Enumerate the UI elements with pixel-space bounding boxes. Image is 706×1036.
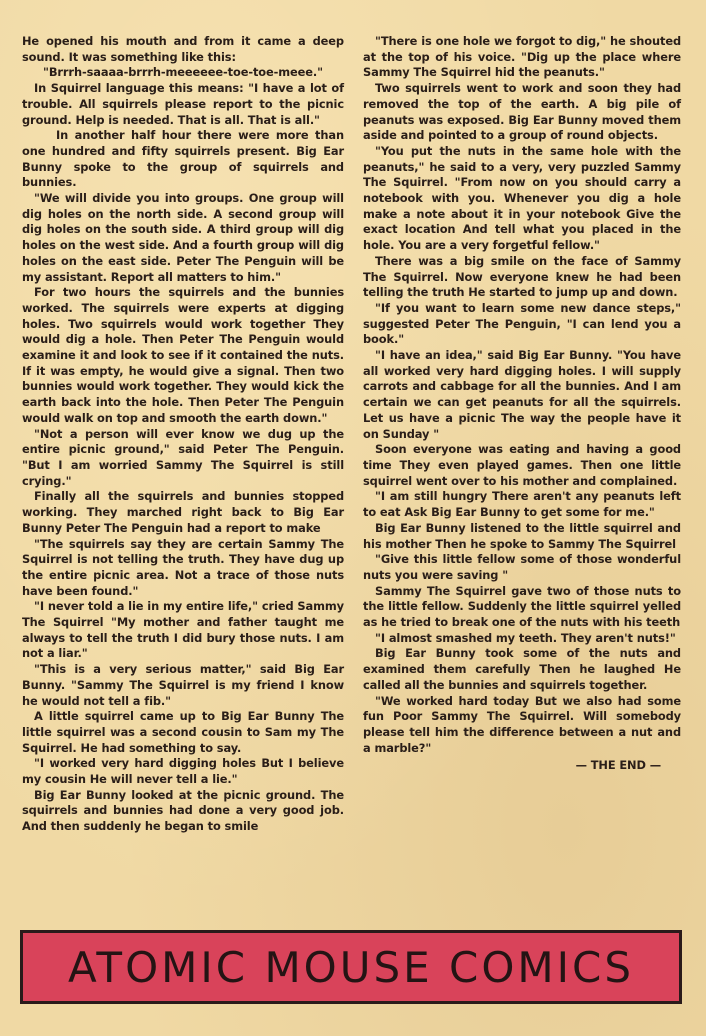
story-paragraph: "I almost smashed my teeth. They aren't nuts!" [375,630,676,645]
banner-title: ATOMIC MOUSE COMICS [67,942,635,992]
story-paragraph: "I worked very hard digging holes But I believe my cousin He will never tell a lie." [22,756,344,787]
story-paragraph: Two squirrels went to work and soon they had removed the top of the earth. A big pile of peanuts was exposed. Big Ear Bunny moved them aside and pointed to a group of round objects. [363,81,681,143]
story-column-right [363,34,681,774]
story-paragraph: "Brrrh-saaaa-brrrh-meeeeee-toe-toe-meee." [42,65,323,80]
story-paragraph: "We worked hard today But we also had some fun Poor Sammy The Squirrel. Will somebody please tell him the difference between a nut and a marble?" [363,693,681,755]
story-paragraph: "Not a person will ever know we dug up the entire picnic ground," said Peter The Penguin. "But I am worried Sammy The Squirrel is still crying." [22,426,344,488]
story-paragraph: "This is a very serious matter," said Big Ear Bunny. "Sammy The Squirrel is my friend I know he would not tell a fib." [22,662,344,708]
story-paragraph: "Give this little fellow some of those wonderful nuts you were saving " [363,552,681,582]
story-paragraph: "There is one hole we forgot to dig," he shouted at the top of his voice. "Dig up the place where Sammy The Squirrel hid the peanuts." [363,34,681,80]
story-paragraph: "The squirrels say they are certain Sammy The Squirrel is not telling the truth. They have dug up the entire picnic area. Not a trace of those nuts have been found." [22,536,344,598]
story-paragraph: "You put the nuts in the same hole with the peanuts," he said to a very, very puzzled Sammy The Squirrel. "From now on you should carry a notebook with you. Whenever you dig a hole make a note about it in your notebook Give the exact location And tell what you placed in the hole. You are a very forgetful fellow." [363,143,681,253]
story-paragraph: There was a big smile on the face of Sammy The Squirrel. Now everyone knew he had been telling the truth He started to jump up and down. [363,253,681,300]
story-paragraph: Finally all the squirrels and bunnies stopped working. They marched right back to Big Ear Bunny Peter The Penguin had a report to make [22,489,344,535]
story-paragraph: In another half hour there were more than one hundred and fifty squirrels present. Big Ear Bunny spoke to the group of squirrels and bunnies. [22,128,344,190]
title-banner [20,930,682,1004]
story-paragraph: He opened his mouth and from it came a deep sound. It was something like this: [22,34,344,64]
story-column-left [22,34,344,835]
story-paragraph: Soon everyone was eating and having a good time They even played games. Then one little squirrel went over to his mother and complained. [363,442,681,488]
story-paragraph: "I have an idea," said Big Ear Bunny. "You have all worked very hard digging holes. I will supply carrots and cabbage for all the bunnies. And I am certain we can get peanuts for all the squirrels. Let us have a picnic The way the people have it on Sunday " [363,348,681,441]
story-paragraph: Big Ear Bunny took some of the nuts and examined them carefully Then he laughed He called all the bunnies and squirrels together. [363,646,681,692]
the-end-mark: — THE END — [575,758,661,773]
story-paragraph: A little squirrel came up to Big Ear Bunny The little squirrel was a second cousin to Sam my The Squirrel. He had something to say. [22,709,344,755]
story-paragraph: Sammy The Squirrel gave two of those nuts to the little fellow. Suddenly the little squirrel yelled as he tried to break one of the nuts with his teeth [363,583,681,630]
story-paragraph: For two hours the squirrels and the bunnies worked. The squirrels were experts at digging holes. Two squirrels would work together They would dig a hole. Then Peter The Penguin would examine it and look to see if it contained the nuts. If it was empty, he would give a signal. Then two bunnies would work together. They would kick the earth back into the hole. Then Peter The Penguin would walk on top and smooth the earth down." [22,285,344,425]
story-paragraph: In Squirrel language this means: "I have a lot of trouble. All squirrels please report to the picnic ground. Help is needed. That is all. That is all." [22,81,344,127]
story-paragraph: Big Ear Bunny listened to the little squirrel and his mother Then he spoke to Sammy The Squirrel [363,520,681,551]
story-paragraph: Big Ear Bunny looked at the picnic ground. The squirrels and bunnies had done a very good job. And then suddenly he began to smile [22,787,344,834]
story-paragraph: "If you want to learn some new dance steps," suggested Peter The Penguin, "I can lend you a book." [363,300,681,347]
story-paragraph: "We will divide you into groups. One group will dig holes on the north side. A second group will dig holes on the south side. A third group will dig holes on the west side. And a fourth group will dig holes on the east side. Peter The Penguin will be my assistant. Report all matters to him." [22,191,344,284]
story-paragraph: "I am still hungry There aren't any peanuts left to eat Ask Big Ear Bunny to get some for me." [363,489,681,520]
story-paragraph: "I never told a lie in my entire life," cried Sammy The Squirrel "My mother and father taught me always to tell the truth I did bury those nuts. I am not a liar." [22,599,344,661]
